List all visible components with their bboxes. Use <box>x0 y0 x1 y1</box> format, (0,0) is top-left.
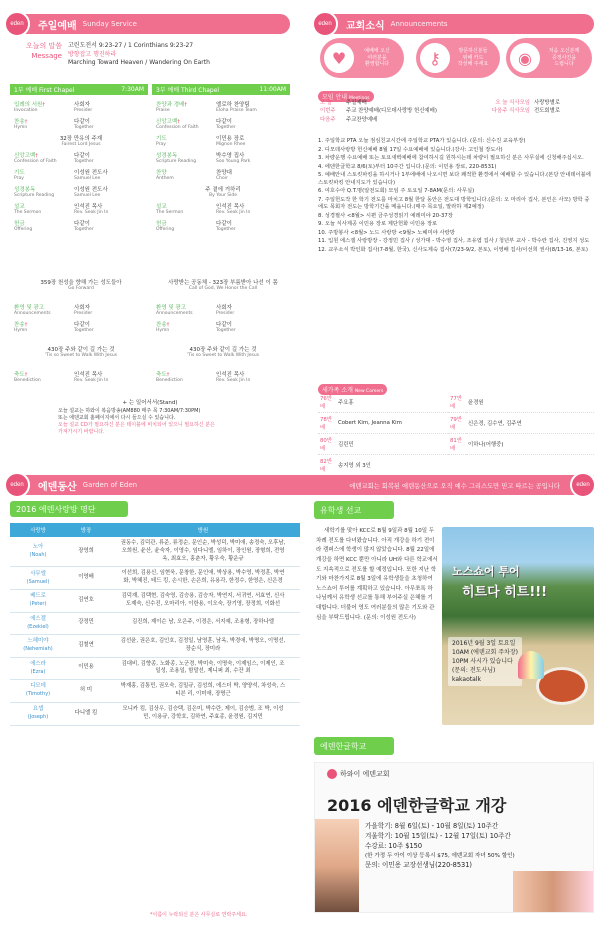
group-leader: 장영희 <box>66 537 106 567</box>
photo-detail-line: 10PM 사시가 있습니다 <box>452 658 513 665</box>
newcomer-name: 신은경, 김수연, 김주연 <box>466 413 594 434</box>
message-block <box>10 42 290 68</box>
announcement-item: 7. 주일헌도작 한 학기 전도를 마치고 8월 한달 동안은 전도대 방학입니다.(문의: 오 마리아 집사, 본인은 사모) 방학 중에도 목회자 전도는 방학기간을 메웁니다.(매주 목요일, 말라하 제2예정) <box>318 196 590 211</box>
table-row <box>10 537 300 567</box>
northshore-photo <box>442 527 594 725</box>
garden-title-en: Garden of Eden <box>82 481 138 489</box>
order-item: 찬송† Hymn 다같이 Together <box>156 322 236 333</box>
newcomer-name: 이하나(어행중) <box>466 434 594 455</box>
meeting-row <box>320 99 480 107</box>
group-name-en: (Ezra) <box>30 668 46 675</box>
table-row <box>10 680 300 703</box>
announcement-item: 4. 에덴한글학교 8/6(토)부터 10주간 입니다.(문의: 이민용 장로, 220-8531) <box>318 163 497 170</box>
shave-ice <box>518 651 544 679</box>
order-value-en: Presider <box>74 108 93 113</box>
order-item-center <box>156 185 290 198</box>
order-value-en: Rev. Seok Jin In <box>216 210 251 215</box>
school-flyer <box>314 762 594 913</box>
first-chapel-title-en: First Chapel <box>39 87 75 94</box>
offering-hymn-third <box>152 278 294 291</box>
school-logo <box>327 769 390 779</box>
announcements-title-en: Announcements <box>390 20 448 28</box>
order-label-en: Offering <box>156 227 175 232</box>
order-label-en: The Sermon <box>156 210 184 215</box>
visitor-card-text: 방문하신분들 위해 카드 작성해 주세요 <box>457 47 489 68</box>
offering-hymn-third-en: Call of God, We Honor the Call <box>188 286 258 291</box>
section-title: 주일예배 <box>38 20 77 32</box>
order-value: 다같이 <box>74 221 90 227</box>
group-leader: 다니엘 킴 <box>66 702 106 725</box>
order-value: 사회자 <box>216 305 232 311</box>
key-icon: ⚷ <box>420 43 450 73</box>
order-value-en: Presider <box>74 311 93 316</box>
benediction-label-en: Benediction <box>14 378 41 383</box>
order-label-en: Announcements <box>14 311 51 316</box>
order-value-en: Rev. Seok Jin In <box>74 210 109 215</box>
closing-hymn-first-title: 430장 주와 같이 길 가는 것 <box>47 347 115 353</box>
closing-hymn-third <box>156 345 290 358</box>
third-chapel-time: 11:00AM <box>259 86 286 93</box>
roster-title: 2016 에덴사랑방 명단 <box>16 504 96 514</box>
order-value: 사회자 <box>74 102 90 108</box>
order-value: 박수영 집사 <box>216 153 245 159</box>
order-value: 찬양대 <box>216 170 232 176</box>
order-value: 다같이 <box>216 119 232 125</box>
first-chapel-order <box>14 100 148 280</box>
announcement-item: 5. 예배안내 스토킷파킹을 하시거나 1부에배에 나오시면 보다 쾌적한 환경에서 예배할 수 있습니다.(본당 안내데이블에 스토킷파킹 안내지도가 있습니다) <box>318 172 591 186</box>
newcomer-name: 윤경원 <box>466 392 594 413</box>
message-title: 방향잡고 행진하라 <box>68 50 117 58</box>
newcomer-name: 주요홍 <box>336 392 448 413</box>
school-line: 문의: 이민용 교장선생님(220-8531) <box>365 861 472 870</box>
first-chapel-time: 7:30AM <box>121 86 144 93</box>
roster-note: *이름이 누락되신 분은 사무실로 연락주세요. <box>150 912 248 918</box>
photo-gift-text: 처음 오신분께 증정사진을 드립니다 <box>548 47 580 68</box>
order-value: 다같이 <box>74 322 90 328</box>
closing-hymn-first <box>14 345 148 358</box>
photo-detail-line: 10AM (에덴교회 주차장) <box>452 649 518 656</box>
welcome-box <box>320 38 404 78</box>
group-members: 김진희, 제이슨 남, 오은주, 이경은, 서지예, 조용형, 장하나엘 <box>106 612 300 634</box>
stand-note: + 는 일어서서(Stand) <box>122 400 178 406</box>
order-label: 환영 및 광고 <box>14 305 45 311</box>
group-name-en: (Peter) <box>29 601 47 608</box>
order-value: 다같이 <box>74 153 90 159</box>
sermon-note-line: 또는 에덴교회 홈페이지에서 다시 들으실 수 있습니다. <box>58 415 176 421</box>
group-name: 디모데 <box>30 683 46 690</box>
order-value-en: Choir <box>216 176 228 181</box>
order-label: 찬양과 경배 <box>156 102 185 108</box>
school-title: 에덴한글학교 <box>320 741 367 751</box>
school-logo-icon <box>327 769 337 779</box>
meeting-when: 다음주 <box>320 116 336 123</box>
announcement-item: 12. 교우소식 박인화 집사(7-8월, 한국), 신사도제숙 집사(7/23-9/2, 본토), 이영배 집사/이선희 권사(8/13-16, 본토) <box>318 246 588 253</box>
order-label: 환영 및 광고 <box>156 305 187 311</box>
group-leader: 김연호 <box>66 590 106 613</box>
col-leader: 방장 <box>66 523 106 537</box>
meal-when: 다음주 식사모임 <box>491 108 530 115</box>
group-members: 권동수, 김덕관, 류준, 류정순, 문인순, 박성덕, 박미애, 송정숙, 오후남, 오희원, 윤산, 윤숙자, 이영수, 임다니엘, 임하이, 장인원, 장형희, 전영옥, 최효오, 홍춘자, 황우숙, 황운규 <box>106 537 300 567</box>
announcement-item: 10. 주방봉사 <8월> 노드 사랑방 <9월> 노헤미야 사랑방 <box>318 229 455 236</box>
newcomer-num: 78반배 <box>318 413 336 434</box>
group-name: 노아 <box>32 544 44 551</box>
scripture-ref: 고린도전서 9:23-27 / 1 Corinthians 9:23-27 <box>68 42 194 49</box>
newcomer-row <box>318 455 594 476</box>
order-value: 다같이 <box>216 322 232 328</box>
order-item <box>14 202 148 215</box>
order-label-en: Offering <box>14 227 33 232</box>
roster-table <box>10 523 300 726</box>
order-value-en: Presider <box>216 311 235 316</box>
order-value-en: Together <box>74 125 94 130</box>
order-item <box>156 168 290 181</box>
order-value: 이성원 전도사 <box>74 187 108 193</box>
benediction-first: 축도† Benediction 인석진 목사 Rev. Seok Jin In <box>14 372 109 383</box>
message-label: Message <box>31 51 62 60</box>
newcomer-row <box>318 413 594 434</box>
order-center-en: By Your Side <box>209 193 237 198</box>
group-name: 느헤미야 <box>27 638 49 645</box>
order-item-center <box>14 134 148 147</box>
third-chapel-title: 3부 예배 <box>156 87 180 94</box>
order-label-en: Scripture Reading <box>156 159 197 164</box>
meeting-when: 이번주 <box>320 108 336 115</box>
offering-hymn-third-title: 사랑받는 공동체 - 323장 부름받아 나선 이 몸 <box>168 280 278 286</box>
newcomer-num: 80반배 <box>318 434 336 455</box>
order-item <box>156 134 290 147</box>
order-value: 사회자 <box>74 305 90 311</box>
meal-when: 오 늘 식사모임 <box>495 100 530 106</box>
group-name: 에스겔 <box>30 615 46 622</box>
meeting-what: 주교찬양예배 <box>346 116 378 123</box>
order-item <box>156 219 290 232</box>
order-label: 설교 <box>14 204 25 210</box>
roster-title-bar <box>10 501 128 517</box>
order-value: 다같이 <box>216 221 232 227</box>
announcement-item: 1. 주일학교 PTA 오늘 점심친교시간에 주일학교 PTA가 있습니다. (문의: 신수진 교육부장) <box>318 138 526 144</box>
order-value-en: Samuel Lee <box>74 193 101 198</box>
group-leader: 이영배 <box>66 567 106 590</box>
order-item: 신앙고백† Confession of Faith 다같이 Together <box>156 119 236 130</box>
table-row <box>10 702 300 725</box>
group-leader: 이민용 <box>66 657 106 680</box>
school-logo-text: 하와이 에덴교회 <box>340 770 390 778</box>
order-label-en: Hymn <box>14 328 28 333</box>
group-members: 모니카 킴, 김상우, 김승택, 김은미, 박수란, 제이, 김승범, 조 박, 이성민, 이용규, 강학호, 김하연, 주효종, 윤경원, 김지민 <box>106 702 300 725</box>
visitor-card-box <box>416 38 500 78</box>
order-label-en: Hymn <box>156 328 170 333</box>
order-item: 신앙고백† Confession of Faith 다같이 Together <box>14 153 94 164</box>
order-label-en: Scripture Reading <box>14 193 55 198</box>
order-label-en: Confession of Faith <box>156 125 199 130</box>
newcomer-num <box>448 455 466 476</box>
order-value-en: Mignon Rhee <box>216 142 246 147</box>
order-label-en: Announcements <box>156 311 193 316</box>
group-name-en: (Samuel) <box>26 578 50 585</box>
order-value: 다같이 <box>74 119 90 125</box>
order-item <box>14 168 148 181</box>
meeting-when: 오 늘 <box>320 100 333 106</box>
group-leader: 강정민 <box>66 612 106 634</box>
col-members: 방원 <box>106 523 300 537</box>
newcomer-name: Cobert Kim, Jeanna Kim <box>336 413 448 434</box>
third-chapel-order-2 <box>156 303 290 337</box>
announcements-title: 교회소식 <box>346 20 385 32</box>
sermon-notes <box>58 408 298 436</box>
order-value-en: Together <box>74 159 94 164</box>
order-label: 찬송 <box>14 322 25 328</box>
order-label: 찬양 <box>156 170 167 176</box>
order-value-en: Together <box>74 328 94 333</box>
first-chapel-header <box>10 84 148 95</box>
sermon-note-line: 오늘 설교 CD가 필요하신 분은 테이블에 비치되어 있으니 필요하신 분은 <box>58 422 215 428</box>
newcomer-title-en: New Comers <box>354 389 384 394</box>
announcement-item: 9. 오늘 식사제공 이민용 장로 제단헌화 이민용 장로 <box>318 221 438 228</box>
order-label-en: Invocation <box>14 108 38 113</box>
group-members: 김덕재, 김택현, 김숙영, 김승용, 김승자, 박연지, 서귀연, 서효연, 신사도제숙, 신수진, 오마리아, 이한용, 이오숙, 장기영, 장정희, 이화선 <box>106 590 300 613</box>
mission-title: 유학생 선교 <box>320 505 362 515</box>
meetings-right <box>478 99 596 116</box>
order-value-en: Together <box>216 227 236 232</box>
announcement-item: 11. 입원 에스겔 사랑방장 - 강정민 집사 / 성가대 - 박수영 집사, 조유엽 집사 / 청년부 교사 - 박수란 집사, 진영지 성도 <box>318 238 590 245</box>
order-label-en: Hymn <box>14 125 28 130</box>
group-name-en: (Nehemiah) <box>23 645 53 652</box>
benediction-name: 인석진 목사 <box>216 372 245 378</box>
group-name: 에스라 <box>30 660 46 667</box>
group-name-en: (Noah) <box>29 552 47 559</box>
order-value-en: Samuel Lee <box>74 176 101 181</box>
group-members: 김대비, 김향종, 노화종, 노군경, 박미숙, 이명숙, 이제임스, 이제인, 조일성, 조용일, 함말선, 제니퍼 최, 수잔 최 <box>106 657 300 680</box>
school-line: (한 가정 두 아이 이상 등록시 $75, 에덴교회 자녀 50% 할인) <box>365 852 515 859</box>
group-members: 김선윤, 권은호, 김인호, 김정일, 남영훈, 남옥, 박경애, 박명오, 이명선, 장순식, 장미라 <box>106 634 300 657</box>
order-label-en: Pray <box>156 142 166 147</box>
order-value: 인석진 목사 <box>216 204 245 210</box>
roster-table-wrap <box>10 523 300 726</box>
offering-hymn-first-en: Go Forward <box>68 286 94 291</box>
order-item: 찬송† Hymn 다같이 Together <box>14 322 94 333</box>
order-label: 헌금 <box>156 221 167 227</box>
order-item <box>14 219 148 232</box>
closing-hymn-third-en: 'Tis so Sweet to Walk With Jesus <box>186 353 260 358</box>
newcomer-num: 76반배 <box>318 392 336 413</box>
newcomer-name: 송지영 외 3인 <box>336 455 448 476</box>
table-row <box>10 657 300 680</box>
school-title-bar <box>314 737 394 755</box>
benediction-name-en: Rev. Seok Jin In <box>216 378 251 383</box>
order-label: 신앙고백 <box>14 153 36 159</box>
table-row <box>10 590 300 613</box>
order-value-en: Together <box>216 328 236 333</box>
newcomer-name: 김린민 <box>336 434 448 455</box>
third-chapel-header <box>152 84 290 95</box>
announcement-item: 6. 여호수아 Q.T.명(알전도회) 모임 주 토요일 7-8AM(문의: 사무실) <box>318 188 475 195</box>
third-chapel-order <box>156 100 290 280</box>
welcome-text: 예배에 오신 여러분을 환영합니다 <box>364 47 390 68</box>
meal-row <box>478 107 596 115</box>
announcements-header <box>314 14 594 34</box>
group-name: 요셉 <box>32 706 44 713</box>
order-label: 기도 <box>156 136 167 142</box>
newcomer-num: 81반배 <box>448 434 466 455</box>
order-label-en: Confession of Faith <box>14 159 57 164</box>
order-label: 찬송 <box>14 119 25 125</box>
sunday-service-header <box>6 14 290 34</box>
announcement-item: 8. 성경필사 <8월> 시편 금주성경읽기 예레미야 20-37장 <box>318 212 453 219</box>
announcement-item: 3. 차량운행 수요예배 또는 토요새벽예배에 참여하시길 원하시는데 차량이 필요하신 분은 사무실에 신청해주십시오. <box>318 155 584 162</box>
benediction-label-en: Benediction <box>156 378 183 383</box>
newcomer-table <box>318 392 594 476</box>
announcement-item: 2. 디모데사랑방 헌신예배 8월 17일 수요예배에 있습니다.(강사: 고인철 장도사) <box>318 146 503 153</box>
order-label: 찬송 <box>156 322 167 328</box>
mission-text: 새학기를 맞아 KCC로 B월 9일과 8월 10일 두 차례 전도를 다녀왔습니다. 아직 개강을 하기 전이라 캠퍼스에 학생이 많지 않았습니다. 8월 22일에 개강을 하면 KCC 뿐만 아니라 UH와 다른 학교에서도 지속적으로 전도를 할 예정입니다. 또한 지난 학기와 마찬가지로 8월 3일에 유학생들을 초청하여 노스쇼어 투어를 계획하고 있습니다. 아무쪼록 하나님께서 유학생 선교를 통해 부어주실 은혜를 기대합니다. 더불어 영도 여러분들의 많은 기도와 관심을 부탁드립니다. (문의: 이성원 전도사) <box>316 528 438 621</box>
first-chapel-title: 1부 예배 <box>14 87 38 94</box>
order-center-en: Fairest Lord Jesus <box>61 142 101 147</box>
photo-detail-line: (문의: 전도사님) <box>452 667 496 674</box>
school-line: 겨울학기: 10월 15일(토) - 12월 17일(토) 10주간 <box>365 832 511 841</box>
school-lines <box>365 821 515 871</box>
school-line: 수강료: 10주 $150 <box>365 842 423 851</box>
order-center-title: 주 곁에 거하리 <box>205 187 241 193</box>
message-title-en: Marching Toward Heaven / Wandering On Earth <box>68 59 210 67</box>
order-item: 찬양과 경배† Praise 엘로하 찬양팀 Eloha Praise Team <box>156 102 257 113</box>
order-value: 인석진 목사 <box>74 204 103 210</box>
first-chapel-order-2 <box>14 303 148 337</box>
newcomer-row <box>318 434 594 455</box>
order-label: 신앙고백 <box>156 119 178 125</box>
order-item: 입례의 서원† Invocation 사회자 Presider <box>14 102 93 113</box>
meeting-row <box>320 116 480 124</box>
announcement-list <box>318 138 594 255</box>
garden-slogan: 에덴교회는 회복된 에덴동산으로 오직 예수 그리스도만 믿고 따르는 공입니다 <box>349 482 560 490</box>
order-value: 이성원 전도사 <box>74 170 108 176</box>
meal-who: 전도회별로 <box>534 108 561 115</box>
meal-row <box>478 99 596 107</box>
meeting-what: 주일예배 <box>346 100 367 106</box>
col-group: 사랑방 <box>10 523 66 537</box>
eden-logo-icon: eden <box>4 472 30 498</box>
newcomer-num: 79반배 <box>448 413 466 434</box>
photo-gift-box <box>506 38 592 78</box>
benediction-name: 인석진 목사 <box>74 372 103 378</box>
order-label: 성경봉독 <box>14 187 36 193</box>
order-label: 기도 <box>14 170 25 176</box>
newcomer-title: 새가족 소개 <box>322 387 353 394</box>
children-photo <box>315 819 359 913</box>
children-photo-right <box>513 871 593 913</box>
garden-header <box>6 475 594 495</box>
newcomer-num: 82반배 <box>318 455 336 476</box>
group-name-en: (Timothy) <box>25 691 51 698</box>
eden-logo-icon: eden <box>312 11 338 37</box>
order-value-en: Eloha Praise Team <box>216 108 257 113</box>
order-item: 찬송† Hymn 다같이 Together <box>14 119 94 130</box>
group-name: 사무엘 <box>30 570 46 577</box>
school-banner: 2016 에덴한글학교 개강 <box>327 796 507 815</box>
meeting-title: 모임 안내 <box>322 94 348 101</box>
table-row <box>10 612 300 634</box>
eden-logo-icon-right: eden <box>570 472 596 498</box>
benediction-third: 축도† Benediction 인석진 목사 Rev. Seok Jin In <box>156 372 251 383</box>
word-label: 오늘의 말씀 <box>25 42 62 50</box>
benediction-label: 축도 <box>14 372 25 378</box>
benediction-label: 축도 <box>156 372 167 378</box>
order-label: 설교 <box>156 204 167 210</box>
meeting-row <box>320 107 480 115</box>
group-leader: 김철연 <box>66 634 106 657</box>
order-label: 입례의 서원 <box>14 102 43 108</box>
group-members: 박재홍, 김통민, 권오숙, 김밀규, 김성희, 에스더 박, 양양석, 차성숙, 스티븐 리, 이미애, 장명근 <box>106 680 300 703</box>
handshake-icon: ♥ <box>324 43 354 73</box>
order-item <box>14 185 148 198</box>
order-label-en: Pray <box>14 176 24 181</box>
sermon-note-line: 오늘 설교는 하와이 복음방송(AM880 매주 목 7:30AM/7:30PM) <box>58 408 201 414</box>
garden-title: 에덴동산 <box>38 481 77 493</box>
meeting-what: 주교 찬양예배(디모데사랑방 헌신예배) <box>346 108 437 115</box>
order-value: 엘로하 찬양팀 <box>216 102 250 108</box>
photo-title-2: 히트다 히트!!! <box>462 585 548 600</box>
order-value: 이민용 장로 <box>216 136 245 142</box>
order-label-en: Anthem <box>156 176 174 181</box>
meetings-left <box>320 99 480 124</box>
group-name-en: (Joseph) <box>27 713 49 720</box>
order-label-en: Praise <box>156 108 170 113</box>
order-value-en: Soo Young Park <box>216 159 251 164</box>
third-chapel-title-en: Third Chapel <box>181 87 220 94</box>
sermon-note-line: 가져가시기 바랍니다. <box>58 429 105 435</box>
order-value-en: Together <box>216 125 236 130</box>
group-members: 이선희, 김용신, 임현욱, 문창한, 문인애, 박상용, 박수영, 박정훈, 박연화, 박혜진, 테드 킹, 손시한, 손은희, 유용각, 한정수, 한영은, 신은경 <box>106 567 300 590</box>
order-item <box>156 202 290 215</box>
group-leader: 허 미 <box>66 680 106 703</box>
camera-icon: ◉ <box>510 43 540 73</box>
group-name: 베드로 <box>30 593 46 600</box>
order-item <box>14 303 148 316</box>
newcomer-name <box>466 455 594 476</box>
table-row <box>10 634 300 657</box>
school-line: 가을학기: 8월 6일(토) - 10월 8일(토) 10주간 <box>365 822 499 830</box>
photo-detail-line: 2016년 9월 3일 토요일 <box>452 640 516 647</box>
photo-details <box>448 637 522 686</box>
benediction-name-en: Rev. Seok Jin In <box>74 378 109 383</box>
order-value-en: Together <box>74 227 94 232</box>
table-row <box>10 567 300 590</box>
mission-title-bar <box>314 501 394 519</box>
order-label-en: The Sermon <box>14 210 42 215</box>
order-label: 성경봉독 <box>156 153 178 159</box>
newcomer-num: 77반배 <box>448 392 466 413</box>
photo-title: 노스쇼어 투어 <box>452 565 520 578</box>
order-item <box>156 303 290 316</box>
photo-detail-line: kakaotalk <box>452 676 481 683</box>
eden-logo-icon: eden <box>4 11 30 37</box>
order-item <box>156 151 290 164</box>
group-name-en: (Ezekiel) <box>27 623 49 630</box>
offering-hymn-first-title: 359장 천성을 향해 가는 성도들아 <box>40 280 122 286</box>
order-label: 헌금 <box>14 221 25 227</box>
section-title-en: Sunday Service <box>82 20 137 28</box>
closing-hymn-first-en: 'Tis so Sweet to Walk With Jesus <box>44 353 118 358</box>
meeting-title-en: Meetings <box>349 96 370 101</box>
order-center-title: 32장 만유의 주재 <box>59 136 103 142</box>
offering-hymn-first <box>14 278 148 291</box>
closing-hymn-third-title: 430장 주와 같이 길 가는 것 <box>189 347 257 353</box>
newcomer-row <box>318 392 594 413</box>
meal-who: 사랑방별로 <box>534 100 561 106</box>
